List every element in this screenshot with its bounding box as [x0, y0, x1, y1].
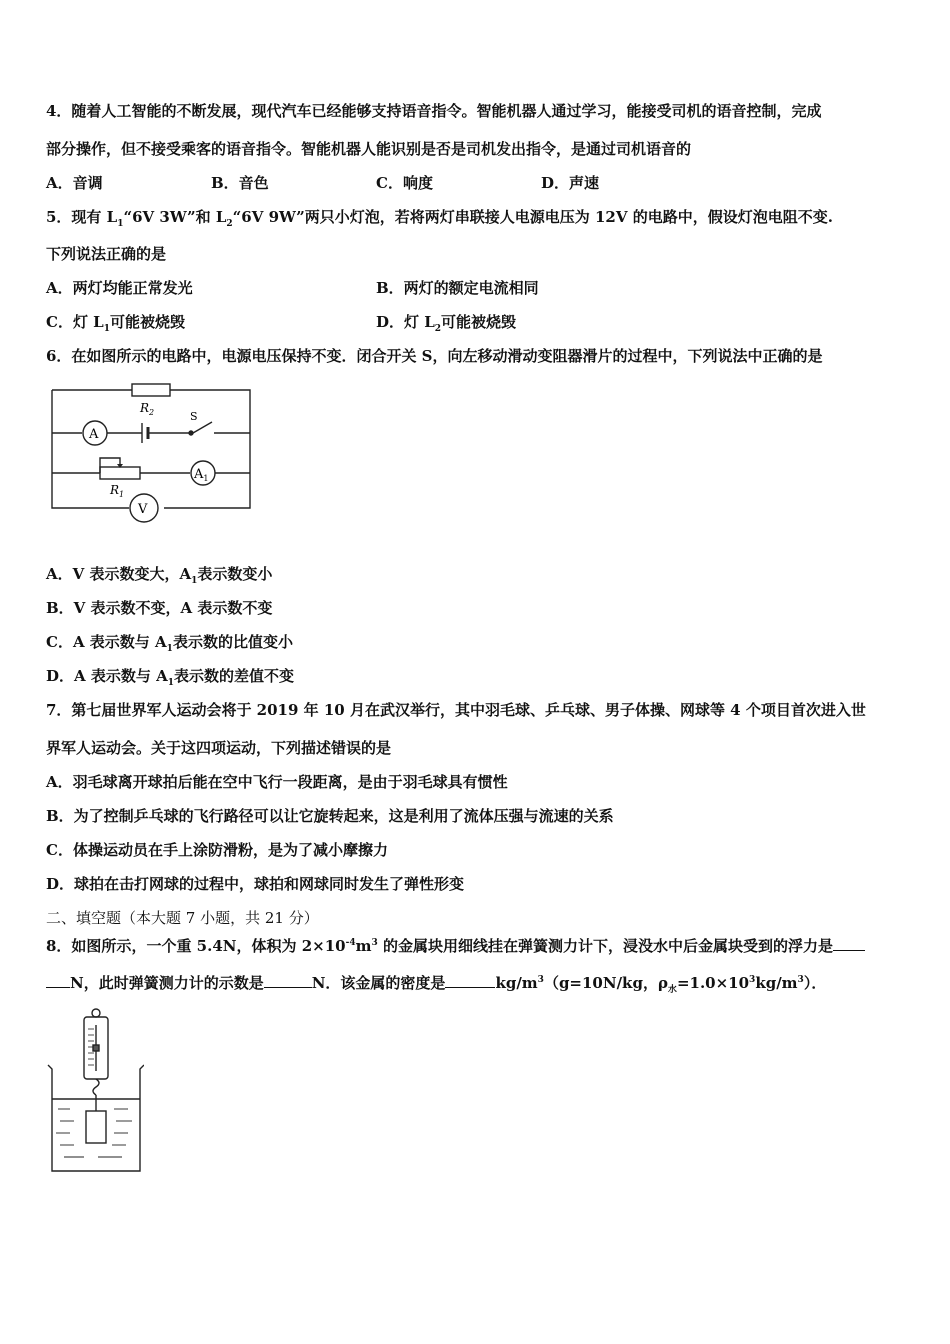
- spring-scale-beaker-figure: [44, 1005, 144, 1180]
- q6-option-d-post: 表示数的差值不变: [174, 667, 295, 685]
- label-a: A: [89, 427, 99, 442]
- q6-option-d-text: D．A 表示数与 A: [46, 667, 168, 685]
- q7-option-b: B．为了控制乒乓球的飞行路径可以让它旋转起来，这是利用了流体压强与流速的关系: [46, 807, 614, 825]
- q8-text-f: kg/m: [495, 974, 538, 992]
- q5-line-1: [46, 207, 833, 234]
- q8-sup-f: 3: [797, 975, 804, 985]
- q6-option-d-sub: 1: [167, 678, 174, 688]
- q5-option-d-text: D．灯 L: [376, 313, 435, 331]
- answer-blank-3[interactable]: [445, 973, 495, 988]
- q5-text-a: 5．现有 L: [46, 208, 118, 226]
- q8-text-c: 的金属块用细线挂在弹簧测力计下，浸没水中后金属块受到的浮力是: [377, 937, 833, 955]
- q7-line-2: 界军人运动会。关于这四项运动，下列描述错误的是: [46, 739, 392, 757]
- q5-option-c-post: 可能被烧毁: [109, 313, 185, 331]
- q8-sub-water: 水: [667, 985, 677, 995]
- q6-option-a-post: 表示数变小: [197, 565, 273, 583]
- q5-option-c: [46, 312, 185, 339]
- label-r2: $R_2$: [140, 401, 155, 417]
- q5-sub-1: 1: [117, 219, 124, 229]
- q8-line-1: [46, 933, 865, 956]
- label-s: S: [190, 410, 198, 423]
- rheostat-r1: [100, 467, 140, 479]
- q5-option-d-sub: 2: [434, 324, 442, 334]
- label-a1: $A_1$: [194, 467, 209, 483]
- q8-text-e: N．该金属的密度是: [311, 974, 446, 992]
- section-heading-fill-in: 二、填空题（本大题 7 小题，共 21 分）: [46, 909, 319, 927]
- q5-line-2: 下列说法正确的是: [46, 245, 167, 263]
- q6-option-b: B．V 表示数不变，A 表示数不变: [46, 599, 273, 617]
- switch-s: [193, 422, 212, 433]
- q8-sup-b: 3: [371, 938, 378, 948]
- q4-line-1: 4．随着人工智能的不断发展，现代汽车已经能够支持语音指令。智能机器人通过学习，能接受司机的语音控制，完成: [46, 102, 822, 120]
- q8-text-g: （g=10N/kg，ρ: [543, 974, 668, 992]
- q6-option-d: [46, 666, 294, 693]
- metal-block: [86, 1111, 106, 1143]
- q6-option-c: [46, 632, 293, 659]
- q6-option-a: [46, 564, 272, 591]
- answer-blank-2[interactable]: [264, 973, 312, 988]
- q8-text-h: =1.0×10: [676, 974, 750, 992]
- q5-sub-2: 2: [226, 219, 233, 229]
- answer-blank-1a[interactable]: [833, 936, 865, 951]
- q5-option-a: A．两灯均能正常发光: [46, 279, 193, 297]
- q8-sup-e: 3: [749, 975, 756, 985]
- q8-text-b: m: [355, 937, 372, 955]
- answer-blank-1b[interactable]: [46, 973, 70, 988]
- q8-text-j: ）．: [803, 974, 827, 992]
- q5-option-c-text: C．灯 L: [46, 313, 104, 331]
- q5-option-d: [376, 312, 516, 339]
- q6-option-a-sub: 1: [191, 576, 198, 586]
- q5-option-c-sub: 1: [103, 324, 110, 334]
- q8-text-d: N，此时弹簧测力计的示数是: [70, 974, 264, 992]
- q4-line-2: 部分操作，但不接受乘客的语音指令。智能机器人能识别是否是司机发出指令，是通过司机语音的: [46, 140, 692, 158]
- q7-option-c: C．体操运动员在手上涂防滑粉，是为了减小摩擦力: [46, 841, 388, 859]
- label-r1: $R_1$: [110, 483, 125, 499]
- q4-option-a: A．音调: [46, 174, 103, 192]
- resistor-r2: [132, 384, 170, 396]
- q6-option-a-text: A．V 表示数变大，A: [46, 565, 192, 583]
- q8-sup-c: 3: [537, 975, 544, 985]
- q6-option-c-sub: 1: [166, 644, 173, 654]
- spring-hook: [93, 1079, 99, 1095]
- q8-text-i: kg/m: [755, 974, 798, 992]
- q4-option-b: B．音色: [211, 174, 269, 192]
- q5-text-b: “6V 3W”和 L: [123, 208, 227, 226]
- q7-option-d: D．球拍在击打网球的过程中，球拍和网球同时发生了弹性形变: [46, 875, 465, 893]
- q6-option-c-text: C．A 表示数与 A: [46, 633, 167, 651]
- q7-option-a: A．羽毛球离开球拍后能在空中飞行一段距离，是由于羽毛球具有惯性: [46, 773, 508, 791]
- q6-line-1: 6．在如图所示的电路中，电源电压保持不变．闭合开关 S，向左移动滑动变阻器滑片的过程中，下列说法中正确的是: [46, 347, 823, 365]
- q7-line-1: 7．第七届世界军人运动会将于 2019 年 10 月在武汉举行，其中羽毛球、乒乓球、男子体操、网球等 4 个项目首次进入世: [46, 701, 866, 719]
- q4-option-d: D．声速: [541, 174, 600, 192]
- label-v: V: [138, 502, 148, 517]
- q5-option-b: B．两灯的额定电流相同: [376, 279, 539, 297]
- q4-option-c: C．响度: [376, 174, 433, 192]
- q5-option-d-post: 可能被烧毁: [441, 313, 517, 331]
- q8-text-a: 8．如图所示，一个重 5.4N，体积为 2×10: [46, 937, 346, 955]
- spring-scale-hook-top: [92, 1009, 100, 1017]
- q6-option-c-post: 表示数的比值变小: [172, 633, 293, 651]
- q5-text-c: “6V 9W”两只小灯泡，若将两灯串联接人电源电压为 12V 的电路中，假设灯泡电阻不变.: [232, 208, 833, 226]
- circuit-diagram: [44, 380, 259, 530]
- q8-sup-a: -4: [345, 938, 356, 948]
- q8-line-2: [46, 970, 826, 1000]
